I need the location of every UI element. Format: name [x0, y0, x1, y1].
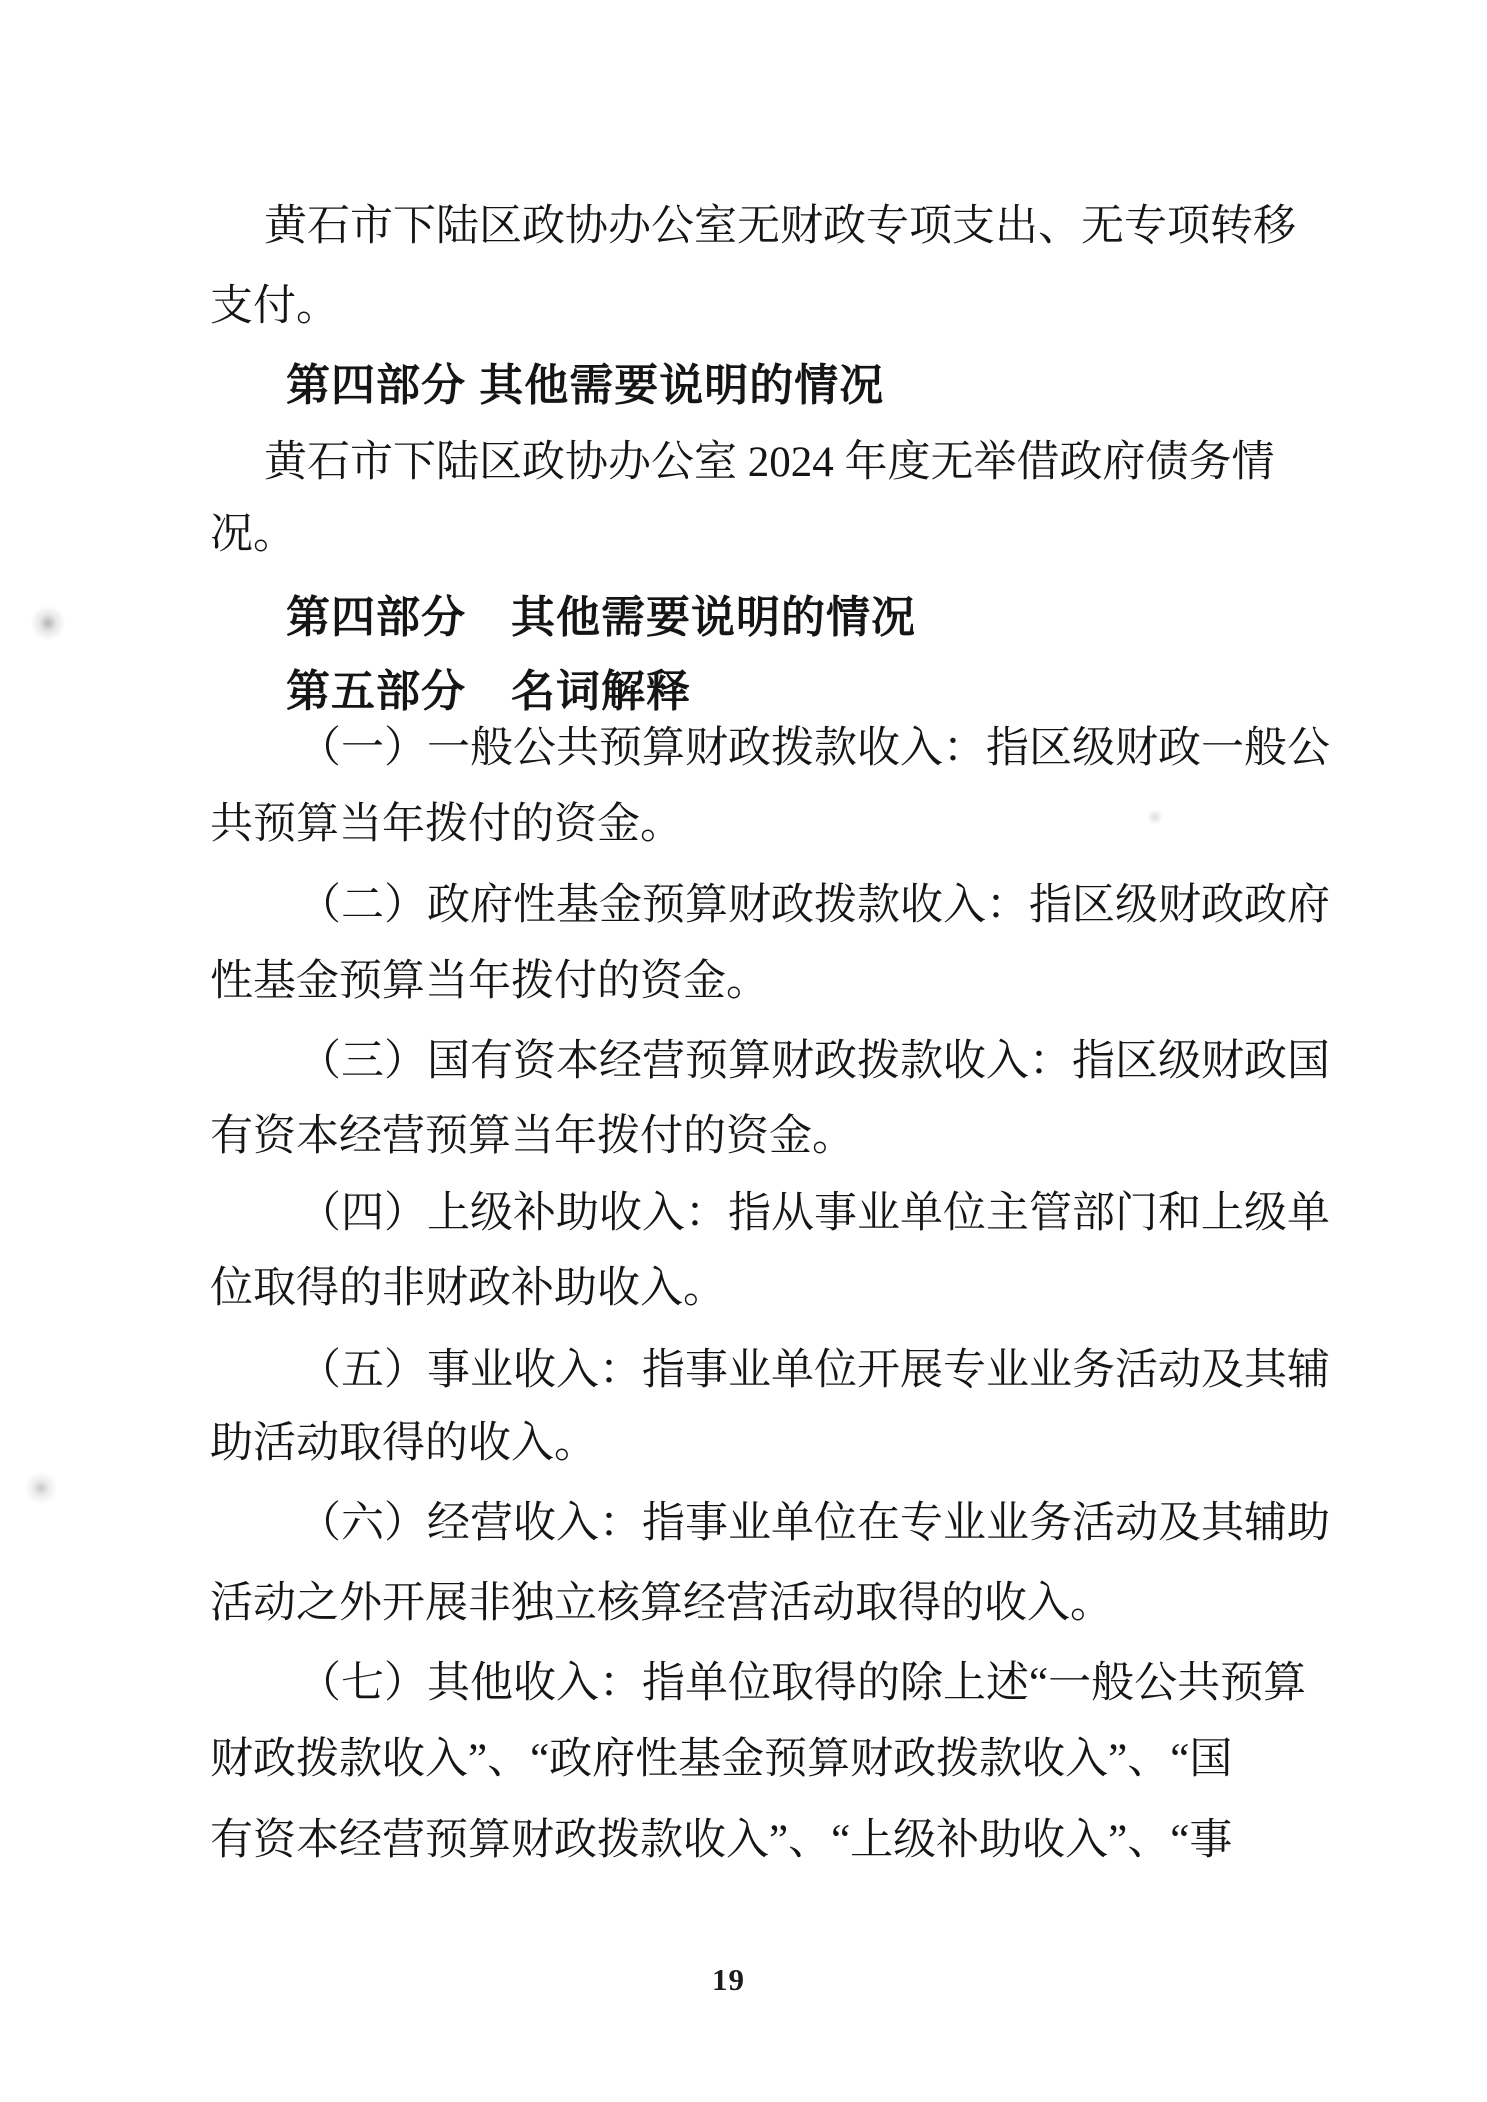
body-line: 位取得的非财政补助收入。	[210, 1265, 726, 1312]
body-line: 财政拨款收入”、“政府性基金预算财政拨款收入”、“国	[210, 1736, 1233, 1783]
body-line: （五）事业收入：指事业单位开展专业业务活动及其辅	[298, 1347, 1330, 1394]
body-line: 况。	[210, 511, 296, 558]
body-line: 助活动取得的收入。	[210, 1420, 597, 1467]
body-line: 有资本经营预算财政拨款收入”、“上级补助收入”、“事	[210, 1817, 1233, 1864]
body-line: 共预算当年拨付的资金。	[210, 801, 683, 848]
body-line: （六）经营收入：指事业单位在专业业务活动及其辅助	[298, 1500, 1330, 1547]
scan-artifact-1	[30, 606, 66, 640]
body-line: 性基金预算当年拨付的资金。	[210, 958, 769, 1005]
body-line: 黄石市下陆区政协办公室 2024 年度无举借政府债务情	[264, 439, 1275, 486]
body-line: （一）一般公共预算财政拨款收入：指区级财政一般公	[298, 725, 1330, 772]
body-line: （七）其他收入：指单位取得的除上述“一般公共预算	[298, 1660, 1307, 1707]
section-heading: 第四部分 其他需要说明的情况	[286, 593, 916, 642]
body-line: （四）上级补助收入：指从事业单位主管部门和上级单	[298, 1190, 1330, 1237]
section-heading: 第五部分 名词解释	[286, 667, 691, 716]
page-number: 19	[712, 1962, 745, 1997]
section-heading: 第四部分 其他需要说明的情况	[286, 361, 885, 410]
body-line: 活动之外开展非独立核算经营活动取得的收入。	[210, 1580, 1113, 1627]
body-line: （二）政府性基金预算财政拨款收入：指区级财政政府	[298, 882, 1330, 929]
body-line: （三）国有资本经营预算财政拨款收入：指区级财政国	[298, 1038, 1330, 1085]
body-line: 支付。	[210, 283, 339, 330]
body-line: 有资本经营预算当年拨付的资金。	[210, 1113, 855, 1160]
scan-artifact-2	[24, 1472, 58, 1504]
body-line: 黄石市下陆区政协办公室无财政专项支出、无专项转移	[264, 203, 1296, 250]
